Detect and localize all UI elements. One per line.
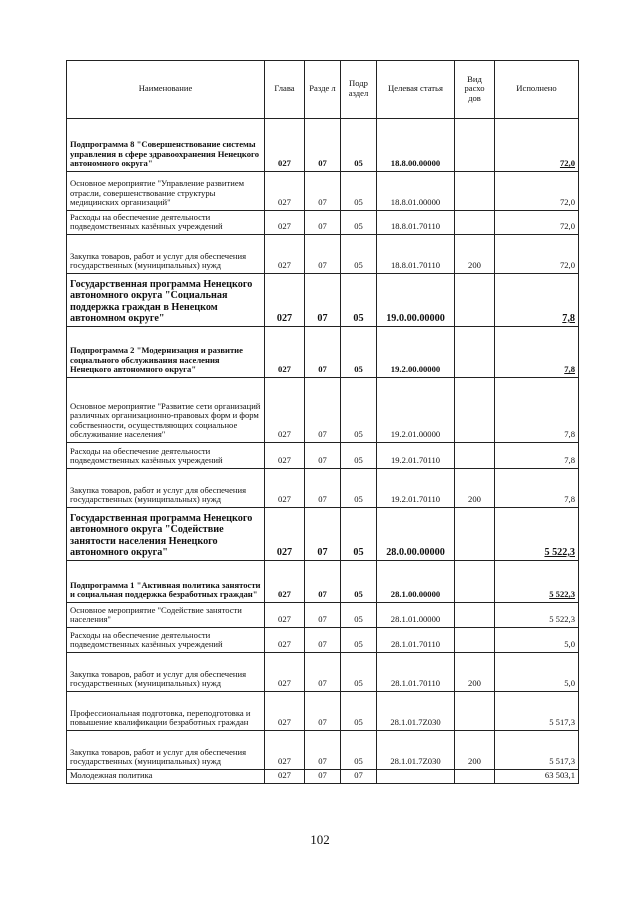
table-row	[67, 235, 579, 274]
cell-razdel: 07	[305, 653, 341, 692]
cell-target: 28.1.01.00000	[377, 603, 455, 628]
cell-target: 18.8.00.00000	[377, 119, 455, 172]
cell-vid: 200	[455, 469, 495, 508]
header-target: Целевая статья	[377, 61, 455, 119]
table-row	[67, 378, 579, 443]
cell-glava: 027	[265, 603, 305, 628]
table-row	[67, 469, 579, 508]
cell-glava: 027	[265, 172, 305, 211]
cell-done: 72,0	[495, 119, 579, 172]
cell-glava: 027	[265, 274, 305, 327]
cell-name: Основное мероприятие "Управление развитием отрасли, совершенствование структуры медицинских организаций"	[67, 172, 265, 211]
cell-target	[377, 770, 455, 784]
cell-podrazdel: 05	[341, 603, 377, 628]
table-row	[67, 692, 579, 731]
cell-vid	[455, 692, 495, 731]
cell-name: Подпрограмма 2 "Модернизация и развитие социального обслуживания населения Ненецкого автономного округа"	[67, 327, 265, 378]
cell-done: 7,8	[495, 327, 579, 378]
cell-name: Расходы на обеспечение деятельности подведомственных казённых учреждений	[67, 211, 265, 235]
header-row	[67, 61, 579, 119]
table-row	[67, 508, 579, 561]
cell-podrazdel: 05	[341, 274, 377, 327]
cell-razdel: 07	[305, 508, 341, 561]
header-glava: Глава	[265, 61, 305, 119]
cell-vid	[455, 119, 495, 172]
cell-done: 7,8	[495, 443, 579, 469]
cell-vid	[455, 508, 495, 561]
cell-glava: 027	[265, 235, 305, 274]
cell-vid	[455, 378, 495, 443]
cell-razdel: 07	[305, 628, 341, 653]
cell-done: 72,0	[495, 172, 579, 211]
cell-glava: 027	[265, 628, 305, 653]
cell-vid	[455, 274, 495, 327]
cell-podrazdel: 05	[341, 327, 377, 378]
cell-vid	[455, 172, 495, 211]
cell-vid: 200	[455, 653, 495, 692]
cell-glava: 027	[265, 731, 305, 770]
cell-podrazdel: 05	[341, 653, 377, 692]
table-row	[67, 211, 579, 235]
cell-target: 28.1.01.7Z030	[377, 731, 455, 770]
cell-target: 18.8.01.00000	[377, 172, 455, 211]
cell-glava: 027	[265, 508, 305, 561]
cell-name: Расходы на обеспечение деятельности подведомственных казённых учреждений	[67, 628, 265, 653]
cell-podrazdel: 05	[341, 378, 377, 443]
header-podrazdel: Подр аздел	[341, 61, 377, 119]
cell-glava: 027	[265, 119, 305, 172]
cell-razdel: 07	[305, 770, 341, 784]
cell-name: Закупка товаров, работ и услуг для обеспечения государственных (муниципальных) нужд	[67, 469, 265, 508]
cell-vid: 200	[455, 731, 495, 770]
cell-target: 28.1.01.7Z030	[377, 692, 455, 731]
cell-name: Расходы на обеспечение деятельности подведомственных казённых учреждений	[67, 443, 265, 469]
cell-podrazdel: 05	[341, 235, 377, 274]
cell-razdel: 07	[305, 561, 341, 603]
cell-vid	[455, 327, 495, 378]
cell-done: 5,0	[495, 653, 579, 692]
page-number: 102	[310, 832, 330, 847]
cell-vid	[455, 211, 495, 235]
cell-podrazdel: 05	[341, 508, 377, 561]
cell-glava: 027	[265, 692, 305, 731]
cell-done: 7,8	[495, 274, 579, 327]
cell-name: Молодежная политика	[67, 770, 265, 784]
cell-podrazdel: 05	[341, 731, 377, 770]
cell-target: 28.1.01.70110	[377, 628, 455, 653]
cell-done: 5 517,3	[495, 731, 579, 770]
table-row	[67, 119, 579, 172]
cell-razdel: 07	[305, 327, 341, 378]
table-row	[67, 274, 579, 327]
table-row	[67, 731, 579, 770]
cell-name: Закупка товаров, работ и услуг для обеспечения государственных (муниципальных) нужд	[67, 653, 265, 692]
cell-name: Закупка товаров, работ и услуг для обеспечения государственных (муниципальных) нужд	[67, 731, 265, 770]
cell-podrazdel: 05	[341, 469, 377, 508]
cell-podrazdel: 05	[341, 561, 377, 603]
cell-glava: 027	[265, 211, 305, 235]
cell-razdel: 07	[305, 692, 341, 731]
cell-vid	[455, 603, 495, 628]
header-done: Исполнено	[495, 61, 579, 119]
cell-target: 19.0.00.00000	[377, 274, 455, 327]
cell-target: 18.8.01.70110	[377, 211, 455, 235]
cell-name: Подпрограмма 1 "Активная политика занятости и социальная поддержка безработных граждан"	[67, 561, 265, 603]
table-row	[67, 561, 579, 603]
cell-podrazdel: 05	[341, 119, 377, 172]
cell-done: 7,8	[495, 378, 579, 443]
cell-name: Основное мероприятие "Содействие занятости населения"	[67, 603, 265, 628]
table-row	[67, 628, 579, 653]
cell-razdel: 07	[305, 378, 341, 443]
cell-razdel: 07	[305, 235, 341, 274]
cell-done: 7,8	[495, 469, 579, 508]
cell-name: Подпрограмма 8 "Совершенствование системы управления в сфере здравоохранения Ненецкого автономного округа"	[67, 119, 265, 172]
cell-glava: 027	[265, 469, 305, 508]
cell-podrazdel: 05	[341, 692, 377, 731]
table-row	[67, 770, 579, 784]
cell-razdel: 07	[305, 603, 341, 628]
table-row	[67, 443, 579, 469]
cell-vid	[455, 770, 495, 784]
cell-target: 28.1.01.70110	[377, 653, 455, 692]
cell-name: Закупка товаров, работ и услуг для обеспечения государственных (муниципальных) нужд	[67, 235, 265, 274]
cell-podrazdel: 05	[341, 172, 377, 211]
cell-done: 5,0	[495, 628, 579, 653]
cell-target: 28.0.00.00000	[377, 508, 455, 561]
cell-glava: 027	[265, 378, 305, 443]
header-name: Наименование	[67, 61, 265, 119]
cell-name: Профессиональная подготовка, переподготовка и повышение квалификации безработных граждан	[67, 692, 265, 731]
table-row	[67, 172, 579, 211]
cell-razdel: 07	[305, 731, 341, 770]
cell-done: 5 517,3	[495, 692, 579, 731]
cell-razdel: 07	[305, 119, 341, 172]
header-vid: Вид расхо дов	[455, 61, 495, 119]
cell-name: Государственная программа Ненецкого автономного округа "Содействие занятости населения Ненецкого автономного округа"	[67, 508, 265, 561]
cell-target: 19.2.01.70110	[377, 469, 455, 508]
cell-razdel: 07	[305, 443, 341, 469]
cell-glava: 027	[265, 327, 305, 378]
cell-target: 19.2.01.00000	[377, 378, 455, 443]
cell-razdel: 07	[305, 211, 341, 235]
cell-done: 72,0	[495, 235, 579, 274]
cell-name: Основное мероприятие "Развитие сети организаций различных организационно-правовых форм и форм собственности, осуществляющих социальное обслуживание населения"	[67, 378, 265, 443]
cell-target: 18.8.01.70110	[377, 235, 455, 274]
table-row	[67, 327, 579, 378]
header-razdel: Разде л	[305, 61, 341, 119]
cell-vid	[455, 628, 495, 653]
table-row	[67, 653, 579, 692]
cell-glava: 027	[265, 443, 305, 469]
cell-razdel: 07	[305, 172, 341, 211]
cell-vid	[455, 561, 495, 603]
cell-target: 19.2.01.70110	[377, 443, 455, 469]
cell-vid: 200	[455, 235, 495, 274]
cell-done: 5 522,3	[495, 508, 579, 561]
cell-podrazdel: 05	[341, 443, 377, 469]
cell-target: 19.2.00.00000	[377, 327, 455, 378]
cell-razdel: 07	[305, 274, 341, 327]
cell-glava: 027	[265, 653, 305, 692]
cell-done: 5 522,3	[495, 561, 579, 603]
cell-name: Государственная программа Ненецкого автономного округа "Социальная поддержка граждан в Ненецком автономном округе"	[67, 274, 265, 327]
cell-done: 72,0	[495, 211, 579, 235]
budget-table	[66, 60, 579, 784]
cell-done: 63 503,1	[495, 770, 579, 784]
cell-razdel: 07	[305, 469, 341, 508]
cell-done: 5 522,3	[495, 603, 579, 628]
cell-podrazdel: 07	[341, 770, 377, 784]
cell-glava: 027	[265, 561, 305, 603]
cell-vid	[455, 443, 495, 469]
cell-glava: 027	[265, 770, 305, 784]
table-row	[67, 603, 579, 628]
cell-target: 28.1.00.00000	[377, 561, 455, 603]
cell-podrazdel: 05	[341, 628, 377, 653]
cell-podrazdel: 05	[341, 211, 377, 235]
